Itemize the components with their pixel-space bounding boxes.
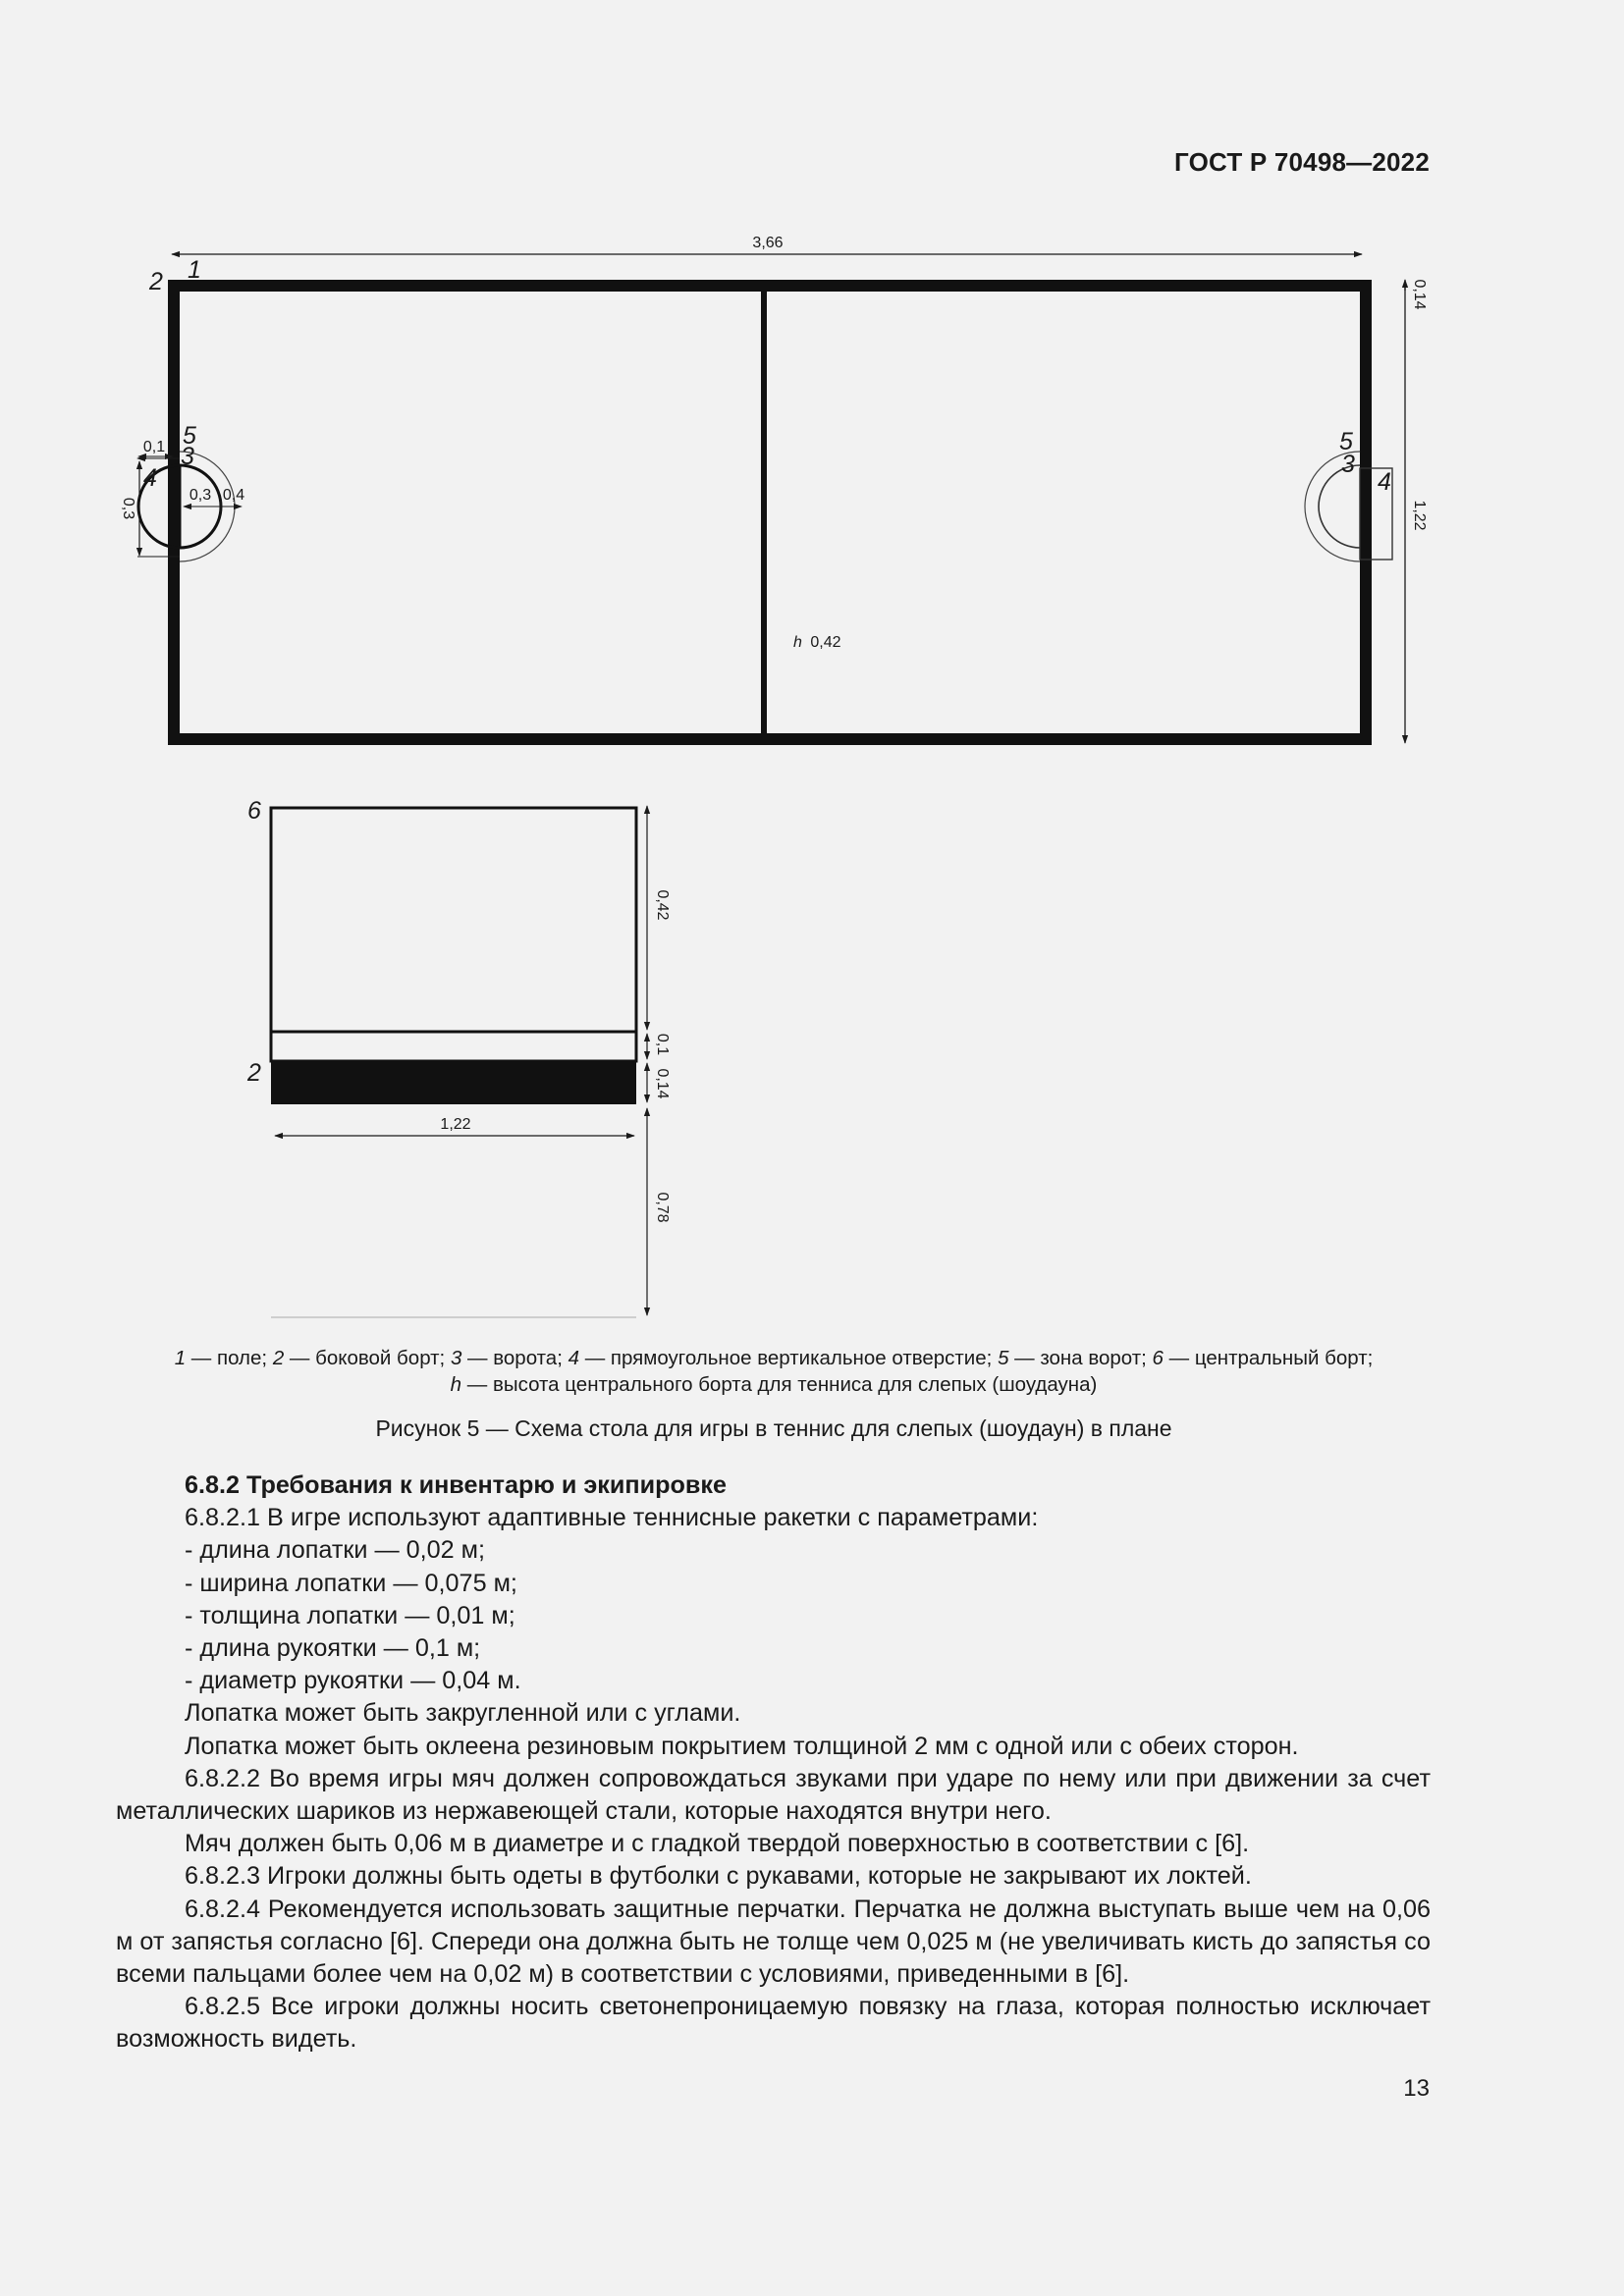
dim-side-top: 0,14 bbox=[1411, 279, 1428, 310]
callout-2-plan: 2 bbox=[149, 268, 163, 295]
legend-item: 5 — зона ворот; bbox=[998, 1347, 1153, 1369]
legend-line-2: h — высота центрального борта для тенниса для слепых (шоудауна) bbox=[450, 1373, 1098, 1396]
center-board-section bbox=[271, 808, 636, 1032]
callout-4-right: 4 bbox=[1378, 468, 1391, 496]
figure-caption: Рисунок 5 — Схема стола для игры в теннис для слепых (шоудаун) в плане bbox=[375, 1415, 1172, 1441]
legend-line-1 bbox=[116, 1345, 1432, 1371]
list-item: - длина рукоятки — 0,1 м; bbox=[185, 1634, 481, 1663]
dim-goal-radius-outer: 0,4 bbox=[222, 487, 245, 504]
legend-item: 2 — боковой борт; bbox=[272, 1347, 451, 1369]
paragraph: Лопатка может быть оклеена резиновым покрытием толщиной 2 мм с одной или с обеих сторон. bbox=[185, 1732, 1299, 1760]
dim-width: 1,22 bbox=[1411, 500, 1428, 531]
page-number: 13 bbox=[1403, 2075, 1430, 2102]
dim-center-board: 0,42 bbox=[654, 889, 671, 921]
callout-6: 6 bbox=[247, 797, 261, 825]
body-text bbox=[116, 1469, 1431, 2056]
paragraph: 6.8.2.5 Все игроки должны носить светонепроницаемую повязку на глаза, которая полностью исключает возможность видеть. bbox=[116, 1993, 1431, 2054]
right-goal bbox=[1305, 428, 1392, 561]
legend-item: 1 — поле; bbox=[174, 1347, 273, 1369]
list-item: - ширина лопатки — 0,075 м; bbox=[185, 1569, 517, 1597]
figure-legend bbox=[116, 1345, 1432, 1398]
legend-item: 4 — прямоугольное вертикальное отверстие; bbox=[568, 1347, 999, 1369]
callout-1-plan: 1 bbox=[188, 256, 201, 284]
paragraph: 6.8.2.4 Рекомендуется использовать защитные перчатки. Перчатка не должна выступать выше чем на 0,06 м от запястья согласно [6]. Спереди она должна быть не толще чем 0,025 м (не увеличивать кисть до запястья со всеми пальцами более чем на 0,02 м) в соответствии с условиями, приведенными в [6]. bbox=[116, 1895, 1431, 1989]
paragraph: Лопатка может быть закругленной или с углами. bbox=[185, 1699, 741, 1728]
paragraph: 6.8.2.3 Игроки должны быть одеты в футболки с рукавами, которые не закрывают их локтей. bbox=[185, 1862, 1252, 1891]
section-view bbox=[246, 797, 671, 1317]
dim-section-width: 1,22 bbox=[440, 1116, 471, 1133]
legend-item: 6 — центральный борт; bbox=[1152, 1347, 1374, 1369]
dim-table-height: 0,78 bbox=[654, 1192, 671, 1223]
dim-goal-offset: 0,1 bbox=[142, 439, 166, 455]
dim-goal-height: 0,3 bbox=[120, 497, 136, 520]
callout-4-left: 4 bbox=[143, 464, 157, 492]
dim-length: 3,66 bbox=[752, 235, 784, 251]
left-goal bbox=[120, 422, 244, 561]
gap-section bbox=[271, 1032, 636, 1061]
list-item: - длина лопатки — 0,02 м; bbox=[185, 1536, 485, 1565]
callout-2-section: 2 bbox=[247, 1059, 261, 1087]
paragraph: Мяч должен быть 0,06 м в диаметре и с гладкой твердой поверхностью в соответствии с [6]. bbox=[185, 1830, 1250, 1858]
section-heading: 6.8.2 Требования к инвентарю и экипировке bbox=[185, 1471, 727, 1499]
table-outer-board bbox=[174, 286, 1366, 739]
callout-5-right: 5 bbox=[1339, 428, 1353, 455]
dim-net-height: h 0,42 bbox=[793, 634, 841, 651]
document-number: ГОСТ Р 70498—2022 bbox=[1174, 147, 1430, 177]
plan-view bbox=[120, 235, 1428, 743]
callout-3-left: 3 bbox=[181, 443, 194, 470]
dim-gap: 0,1 bbox=[654, 1033, 671, 1056]
paragraph: 6.8.2.1 В игре используют адаптивные теннисные ракетки с параметрами: bbox=[185, 1504, 1039, 1532]
dim-goal-radius-inner: 0,3 bbox=[189, 487, 212, 504]
side-board-section bbox=[271, 1061, 636, 1104]
list-item: - толщина лопатки — 0,01 м; bbox=[185, 1601, 515, 1629]
list-item: - диаметр рукоятки — 0,04 м. bbox=[185, 1667, 521, 1695]
paragraph: 6.8.2.2 Во время игры мяч должен сопровождаться звуками при ударе по нему или при движении за счет металлических шариков из нержавеющей стали, которые находятся внутри него. bbox=[116, 1764, 1431, 1826]
callout-5-left: 5 bbox=[183, 422, 196, 450]
callout-3-right: 3 bbox=[1341, 451, 1355, 478]
dim-side-board: 0,14 bbox=[654, 1068, 671, 1099]
legend-item: 3 — ворота; bbox=[450, 1347, 568, 1369]
